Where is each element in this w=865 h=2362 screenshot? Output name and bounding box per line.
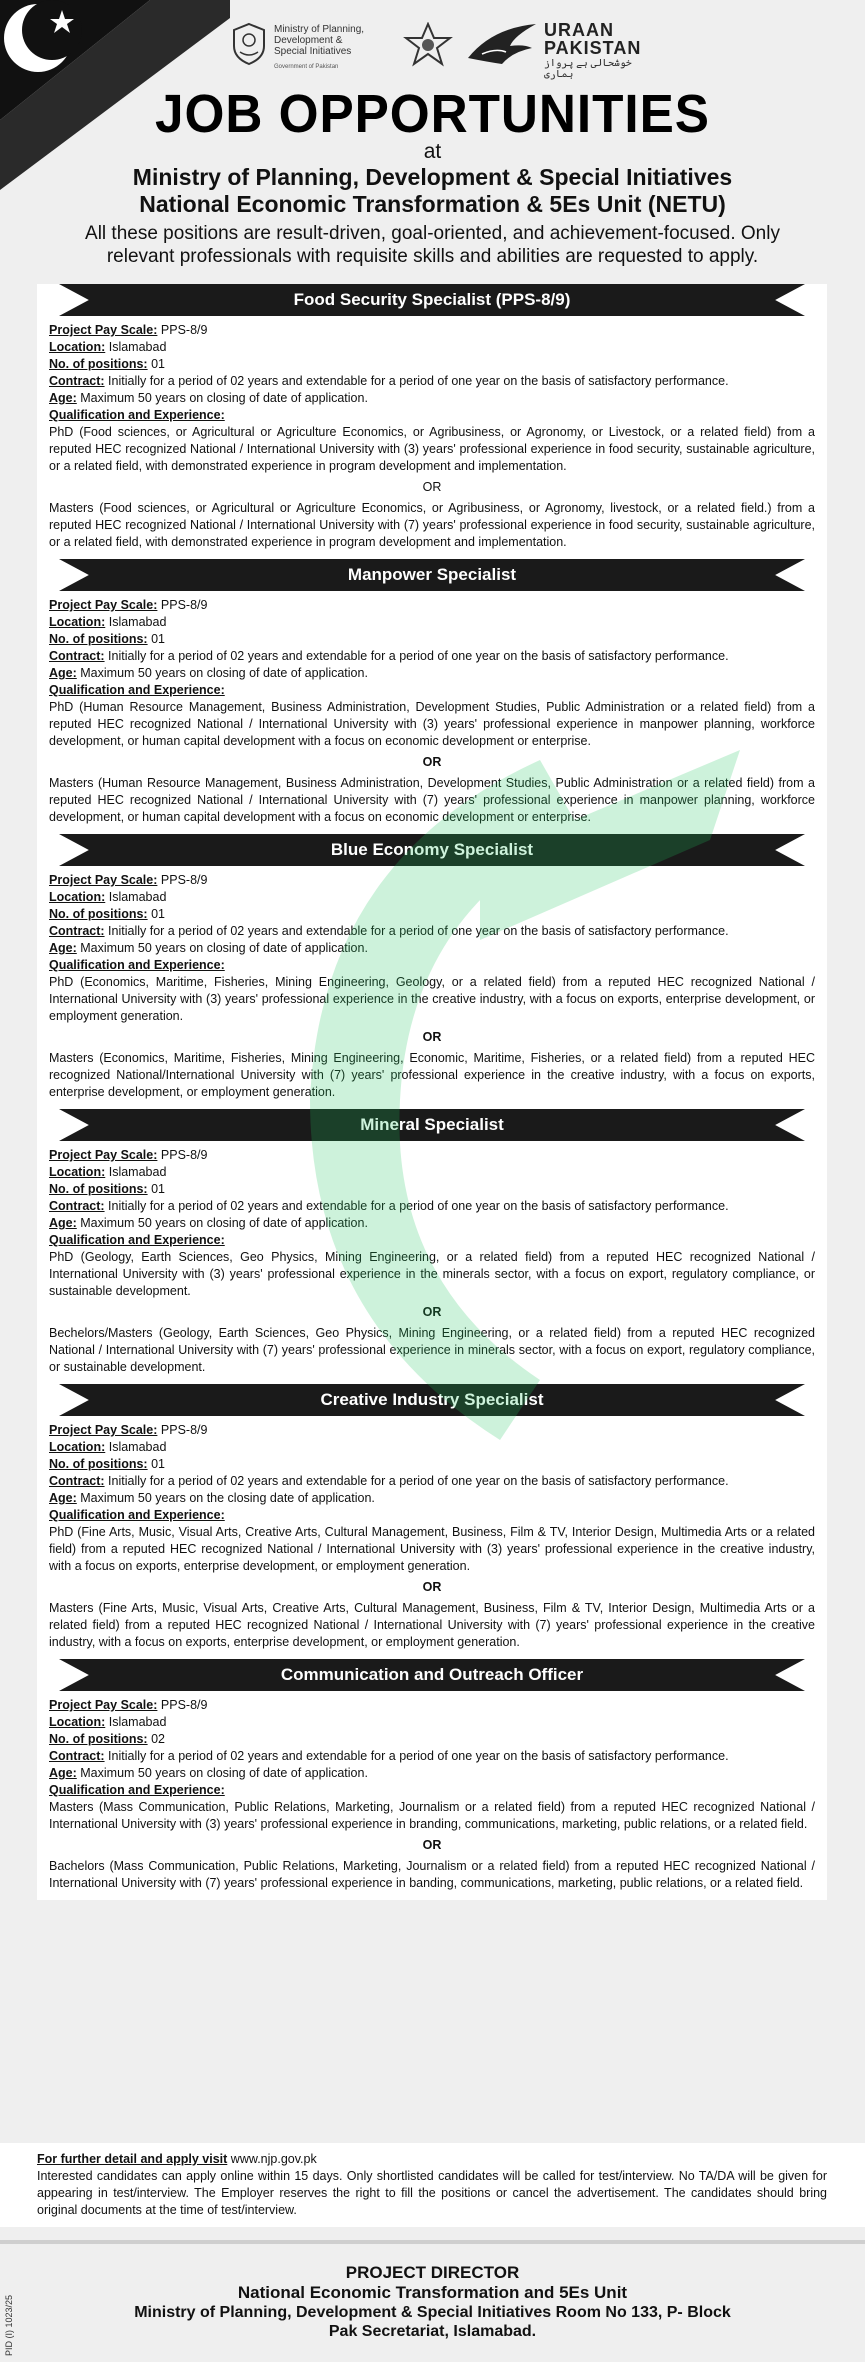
qualification-row	[49, 1232, 815, 1249]
contract-value: Initially for a period of 02 years and extendable for a period of one year on the basis of satisfactory performance.	[108, 1474, 729, 1488]
eagle-icon	[462, 18, 542, 74]
location-value: Islamabad	[108, 340, 167, 354]
contract-row	[49, 1748, 815, 1765]
location-value: Islamabad	[108, 615, 167, 629]
location-label: Location:	[49, 890, 106, 904]
qualification-alternate: Bachelors (Mass Communication, Public Relations, Marketing, Journalism or a related field) from a reputed HEC recognized National / International University with (7) years' professional experience in banding, communications, marketing, public relations, or a related field.	[49, 1859, 815, 1890]
location-label: Location:	[49, 1715, 106, 1729]
pay-scale-value: PPS-8/9	[160, 873, 208, 887]
location-row	[49, 1164, 815, 1181]
divider-strip	[0, 2240, 865, 2244]
job-title-banner	[19, 559, 845, 591]
qualification-alternate: Bechelors/Masters (Geology, Earth Sciences, Geo Physics, Mining Engineering, or a related field) from a reputed HEC recognized National / International University with (7) years' professional experience in minerals sector, with a focus on export, regulatory compliance, or sustainable development.	[49, 1326, 815, 1374]
or-divider: OR	[422, 1580, 442, 1594]
job-title: Blue Economy Specialist	[330, 840, 534, 859]
apply-url[interactable]: www.njp.gov.pk	[230, 2152, 317, 2166]
job-section	[37, 284, 827, 559]
ministry-logo-sub: Government of Pakistan	[274, 64, 339, 70]
location-row	[49, 614, 815, 631]
or-divider: OR	[422, 480, 442, 494]
netu-star-logo-icon	[400, 22, 456, 70]
positions-value: 02	[151, 1732, 165, 1746]
pay-scale-row	[49, 322, 815, 339]
job-listings	[37, 284, 827, 1900]
age-row	[49, 665, 815, 682]
age-value: Maximum 50 years on closing of date of application.	[80, 666, 368, 680]
age-value: Maximum 50 years on the closing date of application.	[80, 1491, 375, 1505]
age-label: Age:	[49, 666, 77, 680]
state-emblem-icon	[230, 22, 268, 66]
at-text: at	[423, 140, 442, 163]
contract-row	[49, 923, 815, 940]
location-value: Islamabad	[108, 1165, 167, 1179]
job-details	[37, 1691, 827, 1900]
qualification-primary: PhD (Human Resource Management, Business Administration, Development Studies, Public Administration or a related field) from a reputed HEC recognized National / International University with (3) years' professional experience in manpower planning, workforce development, or human capital development with a focus on economic development or enterprise.	[49, 700, 815, 748]
pid-number: PID (I) 1023/25	[4, 2294, 14, 2356]
qualification-label: Qualification and Experience:	[49, 1508, 225, 1522]
contract-value: Initially for a period of 02 years and extendable for a period of one year on the basis of satisfactory performance.	[108, 374, 729, 388]
project-director-block	[0, 2263, 865, 2341]
job-details	[37, 591, 827, 834]
job-section	[37, 1659, 827, 1900]
age-row	[49, 390, 815, 407]
director-title: PROJECT DIRECTOR	[345, 2263, 520, 2282]
pay-scale-label: Project Pay Scale:	[49, 323, 158, 337]
logos-bar	[230, 14, 660, 80]
job-title-banner	[19, 1109, 845, 1141]
qualification-label: Qualification and Experience:	[49, 683, 225, 697]
job-title: Mineral Specialist	[360, 1115, 504, 1134]
ministry-name: Ministry of Planning, Development & Special Initiatives	[132, 164, 733, 190]
positions-label: No. of positions:	[49, 632, 148, 646]
age-row	[49, 940, 815, 957]
contract-value: Initially for a period of 02 years and extendable for a period of one year on the basis of satisfactory performance.	[108, 649, 729, 663]
pay-scale-label: Project Pay Scale:	[49, 1423, 158, 1437]
age-value: Maximum 50 years on closing of date of application.	[80, 391, 368, 405]
ministry-logo-line2: Development &	[274, 35, 343, 46]
or-divider: OR	[422, 1030, 442, 1044]
qualification-alternate: Masters (Fine Arts, Music, Visual Arts, Creative Arts, Cultural Management, Business, Film & TV, Interior Design, Multimedia Arts or a related field) from a reputed HEC recognized National / International University with (7) years' professional experience in the creative industry, with a focus on exports, enterprise development, or employment generation.	[49, 1601, 815, 1649]
pakistan-word: PAKISTAN	[544, 38, 642, 58]
positions-label: No. of positions:	[49, 1182, 148, 1196]
director-address-2: Pak Secretariat, Islamabad.	[328, 2323, 537, 2340]
age-label: Age:	[49, 1216, 77, 1230]
pay-scale-row	[49, 872, 815, 889]
job-title-banner	[19, 1659, 845, 1691]
age-label: Age:	[49, 1766, 77, 1780]
uraan-word: URAAN	[544, 20, 614, 40]
location-row	[49, 1439, 815, 1456]
qualification-primary: Masters (Mass Communication, Public Relations, Marketing, Journalism or a related field) from a reputed HEC recognized National / International University with (3) years' professional experience in branding, communications, marketing, public relations, or a related field.	[49, 1800, 815, 1831]
ministry-logo-line1: Ministry of Planning,	[274, 24, 365, 35]
job-title-banner	[19, 284, 845, 316]
location-value: Islamabad	[108, 890, 167, 904]
positions-row	[49, 906, 815, 923]
positions-value: 01	[151, 1457, 165, 1471]
footer-box	[0, 2143, 865, 2227]
contract-row	[49, 1198, 815, 1215]
qualification-row	[49, 1782, 815, 1799]
footer-note: Interested candidates can apply online within 15 days. Only shortlisted candidates will be called for test/interview. No TA/DA will be given for appearing in test/interview. The Employer reserves the right to fill the positions or cancel the advertisement. The candidates should bring original documents at the time of test/interview.	[37, 2169, 827, 2217]
contract-label: Contract:	[49, 1749, 105, 1763]
qualification-alternate: Masters (Human Resource Management, Business Administration, Development Studies, Public Administration or a related field) from a reputed HEC recognized National / International University with (7) years' professional experience in manpower planning, workforce development, or human capital development with a focus on economic development or enterprise.	[49, 776, 815, 824]
job-section	[37, 559, 827, 834]
positions-row	[49, 1181, 815, 1198]
qualification-row	[49, 1507, 815, 1524]
positions-label: No. of positions:	[49, 907, 148, 921]
pay-scale-label: Project Pay Scale:	[49, 1698, 158, 1712]
unit-name: National Economic Transformation & 5Es Unit (NETU)	[139, 191, 726, 217]
age-row	[49, 1490, 815, 1507]
uraan-tagline: خوشحالی ہے پرواز ہماری	[544, 58, 632, 80]
contract-value: Initially for a period of 02 years and extendable for a period of one year on the basis of satisfactory performance.	[108, 1199, 729, 1213]
age-label: Age:	[49, 391, 77, 405]
job-title-banner	[19, 834, 845, 866]
qualification-row	[49, 682, 815, 699]
contract-row	[49, 648, 815, 665]
location-label: Location:	[49, 1440, 106, 1454]
pay-scale-value: PPS-8/9	[160, 323, 208, 337]
pay-scale-label: Project Pay Scale:	[49, 598, 158, 612]
positions-label: No. of positions:	[49, 1457, 148, 1471]
job-details	[37, 1416, 827, 1659]
qualification-label: Qualification and Experience:	[49, 1783, 225, 1797]
contract-row	[49, 1473, 815, 1490]
qualification-primary: PhD (Geology, Earth Sciences, Geo Physics, Mining Engineering, or a related field) from a reputed HEC recognized National / International University with (3) years' professional experience in the minerals sector, with a focus on export, regulatory compliance, or sustainable development.	[49, 1250, 815, 1298]
qualification-primary: PhD (Food sciences, or Agricultural or Agriculture Economics, or Agribusiness, or Agronomy, or Livestock, or a related field) from a reputed HEC recognized National / International University with (3) years' professional experience in food security, sustainable agriculture, or a related field, with demonstrated experience in program development and implementation.	[49, 425, 815, 473]
or-divider: OR	[422, 755, 442, 769]
age-value: Maximum 50 years on closing of date of application.	[80, 1216, 368, 1230]
pay-scale-value: PPS-8/9	[160, 1423, 208, 1437]
ministry-logo	[230, 14, 400, 74]
positions-value: 01	[151, 357, 165, 371]
positions-row	[49, 356, 815, 373]
pay-scale-row	[49, 1697, 815, 1714]
positions-value: 01	[151, 1182, 165, 1196]
director-address-1: Ministry of Planning, Development & Special Initiatives Room No 133, P- Block	[134, 2304, 731, 2321]
qualification-alternate: Masters (Economics, Maritime, Fisheries, Mining Engineering, Economic, Maritime, Fisheries, or a related field) from a reputed HEC recognized National/International University with (7) years' professional experience in the creative industry, with a focus on exports, enterprise development, or employment generation.	[49, 1051, 815, 1099]
job-title: Food Security Specialist (PPS-8/9)	[293, 290, 571, 309]
visit-label: For further detail and apply visit	[37, 2152, 228, 2166]
positions-label: No. of positions:	[49, 1732, 148, 1746]
age-label: Age:	[49, 941, 77, 955]
or-divider: OR	[422, 1838, 442, 1852]
location-label: Location:	[49, 1165, 106, 1179]
age-value: Maximum 50 years on closing of date of application.	[80, 1766, 368, 1780]
pay-scale-label: Project Pay Scale:	[49, 1148, 158, 1162]
job-title-banner	[19, 1384, 845, 1416]
qualification-alternate: Masters (Food sciences, or Agricultural or Agriculture Economics, or Agribusiness, or Agronomy, livestock, or a related field.) from a reputed HEC recognized National / International University with (7) years' professional experience in food security, sustainable agriculture, or a related field, with demonstrated experience in program development and implementation.	[49, 501, 815, 549]
contract-label: Contract:	[49, 374, 105, 388]
pay-scale-value: PPS-8/9	[160, 598, 208, 612]
positions-row	[49, 631, 815, 648]
location-row	[49, 889, 815, 906]
pay-scale-value: PPS-8/9	[160, 1698, 208, 1712]
job-section	[37, 1384, 827, 1659]
pay-scale-row	[49, 1147, 815, 1164]
location-label: Location:	[49, 340, 106, 354]
positions-value: 01	[151, 907, 165, 921]
headline-block	[0, 86, 865, 268]
location-value: Islamabad	[108, 1440, 167, 1454]
location-label: Location:	[49, 615, 106, 629]
qualification-label: Qualification and Experience:	[49, 408, 225, 422]
job-title: Creative Industry Specialist	[320, 1390, 544, 1409]
positions-value: 01	[151, 632, 165, 646]
qualification-row	[49, 407, 815, 424]
contract-row	[49, 373, 815, 390]
qualification-primary: PhD (Economics, Maritime, Fisheries, Mining Engineering, Geology, or a related field) from a reputed HEC recognized National / International University with (3) years' professional experience in the creative industry, with a focus on exports, enterprise development, or employment generation.	[49, 975, 815, 1023]
job-section	[37, 834, 827, 1109]
contract-value: Initially for a period of 02 years and extendable for a period of one year on the basis of satisfactory performance.	[108, 1749, 729, 1763]
job-section	[37, 1109, 827, 1384]
ministry-logo-text	[274, 24, 364, 57]
contract-value: Initially for a period of 02 years and extendable for a period of one year on the basis of satisfactory performance.	[108, 924, 729, 938]
pay-scale-label: Project Pay Scale:	[49, 873, 158, 887]
director-unit: National Economic Transformation and 5Es Unit	[237, 2283, 628, 2302]
qualification-primary: PhD (Fine Arts, Music, Visual Arts, Creative Arts, Cultural Management, Business, Film & TV, Interior Design, Multimedia Arts or a related field) from a reputed HEC recognized National / International University with (3) years' professional experience in the creative industry, with a focus on exports, enterprise development, or employment generation.	[49, 1525, 815, 1573]
pay-scale-row	[49, 597, 815, 614]
apply-line	[37, 2151, 827, 2168]
contract-label: Contract:	[49, 649, 105, 663]
location-row	[49, 339, 815, 356]
qualification-row	[49, 957, 815, 974]
positions-label: No. of positions:	[49, 357, 148, 371]
uraan-pakistan-logo	[462, 18, 662, 80]
age-value: Maximum 50 years on closing of date of application.	[80, 941, 368, 955]
contract-label: Contract:	[49, 924, 105, 938]
intro-text: All these positions are result-driven, goal-oriented, and achievement-focused. Only relevant professionals with requisite skills and abilities are requested to apply.	[85, 223, 780, 267]
contract-label: Contract:	[49, 1474, 105, 1488]
job-details	[37, 316, 827, 559]
positions-row	[49, 1731, 815, 1748]
pay-scale-row	[49, 1422, 815, 1439]
page-title: JOB OPPORTUNITIES	[155, 84, 710, 144]
pay-scale-value: PPS-8/9	[160, 1148, 208, 1162]
job-details	[37, 1141, 827, 1384]
qualification-label: Qualification and Experience:	[49, 1233, 225, 1247]
contract-label: Contract:	[49, 1199, 105, 1213]
ministry-logo-line3: Special Initiatives	[274, 46, 352, 57]
job-title: Manpower Specialist	[347, 565, 517, 584]
age-label: Age:	[49, 1491, 77, 1505]
positions-row	[49, 1456, 815, 1473]
or-divider: OR	[422, 1305, 442, 1319]
age-row	[49, 1215, 815, 1232]
age-row	[49, 1765, 815, 1782]
location-row	[49, 1714, 815, 1731]
job-details	[37, 866, 827, 1109]
job-title: Communication and Outreach Officer	[280, 1665, 584, 1684]
qualification-label: Qualification and Experience:	[49, 958, 225, 972]
location-value: Islamabad	[108, 1715, 167, 1729]
